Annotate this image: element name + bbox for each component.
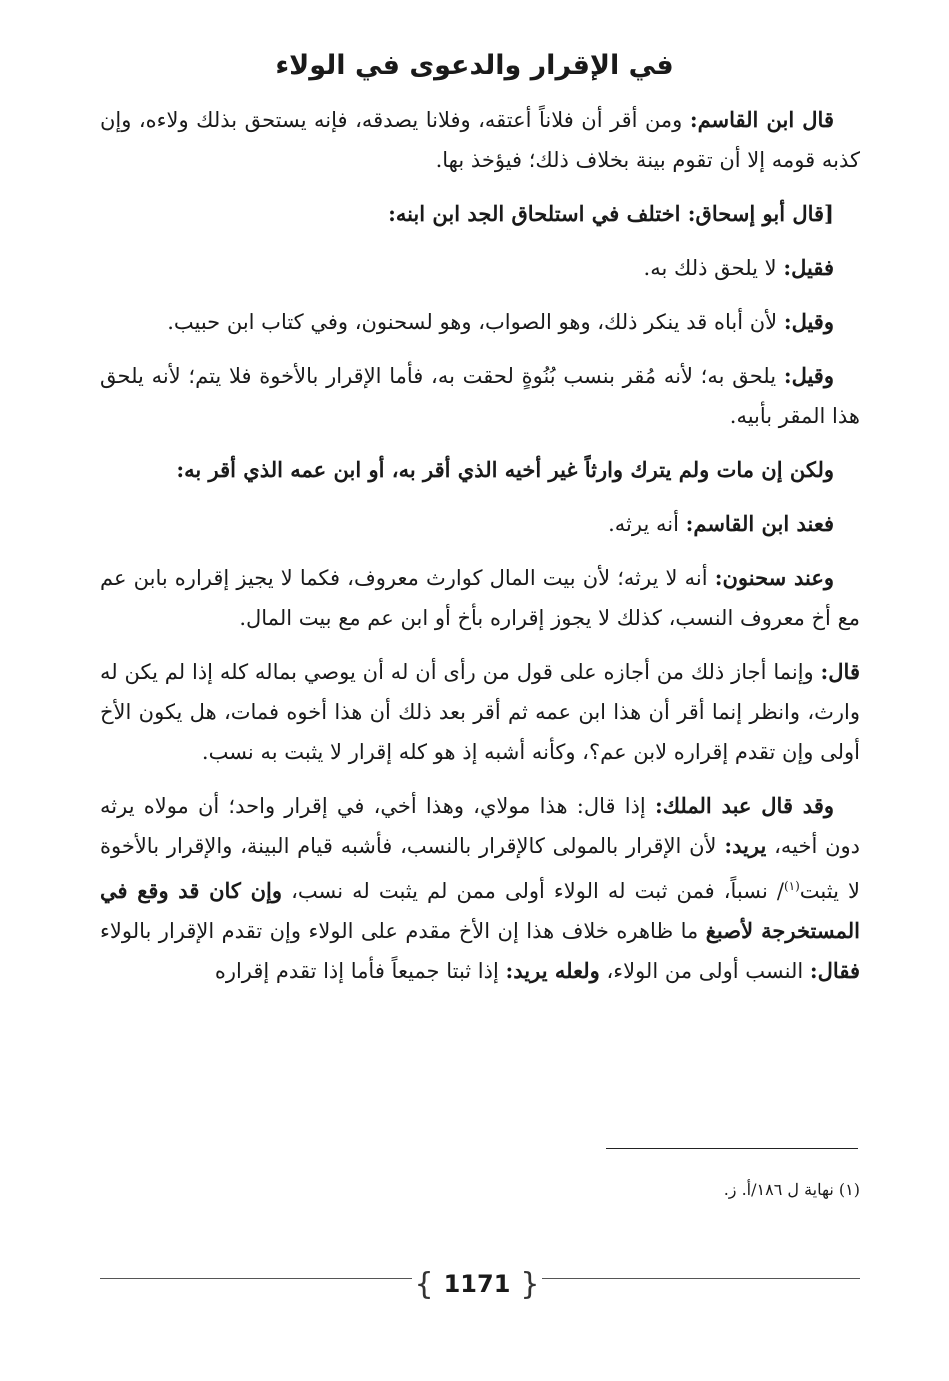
- speaker-label: [قال أبو إسحاق: اختلف في استلحاق الجد ابن ابنه:: [388, 201, 834, 226]
- footer-rule-left: [100, 1278, 412, 1279]
- paragraph-text: أنه لا يرثه؛ لأن بيت المال كوارث معروف، فكما لا يجيز إقراره بابن عم مع أخ معروف النسب، كذلك لا يجوز إقراره بأخ أو ابن عم مع بيت المال.: [100, 566, 860, 630]
- footnote-divider: [606, 1148, 858, 1149]
- paragraph-text: يلحق به؛ لأنه مُقر بنسب بُنُوةٍ لحقت به، فأما الإقرار بالأخوة فلا يتم؛ لأنه يلحق هذا المقر بأبيه.: [100, 364, 860, 428]
- paragraph-text: إذا ثبتا جميعاً فأما إذا تقدم إقراره: [214, 959, 499, 983]
- speaker-label: وإن كان قد وقع في المستخرجة لأصبغ: [100, 878, 860, 943]
- paragraph-text: لا يلحق ذلك به.: [643, 256, 777, 280]
- speaker-label: فقال:: [809, 958, 860, 983]
- paragraph-text: لأن أباه قد ينكر ذلك، وهو الصواب، وهو لسحنون، وفي كتاب ابن حبيب.: [167, 310, 778, 334]
- paragraph-7: [100, 504, 860, 544]
- paragraph-text: ما ظاهره خلاف هذا إن الأخ مقدم على الولاء وإن تقدم الإقرار بالولاء: [100, 919, 699, 943]
- speaker-label: وقيل:: [783, 363, 834, 388]
- page-title: في الإقرار والدعوى في الولاء: [275, 50, 674, 81]
- paragraph-10: [100, 786, 860, 991]
- paragraph-text: أنه يرثه.: [608, 512, 679, 536]
- speaker-label: وعند سحنون:: [714, 565, 834, 590]
- footnote: (١) نهاية ل ١٨٦/أ. ز.: [723, 1180, 860, 1199]
- footnote-reference: (١): [783, 879, 800, 893]
- paragraph-text: إذا قال: هذا مولاي، وهذا أخي، في إقرار واحد؛ أن مولاه يرثه دون أخيه،: [100, 794, 861, 858]
- paragraph-text: ومن أقر أن فلاناً أعتقه، وفلانا يصدقه، فإنه يستحق بذلك ولاءه، وإن كذبه قومه إلا أن تقوم بينة بخلاف ذلك؛ فيؤخذ بها.: [100, 108, 860, 172]
- paragraph-4: [100, 302, 860, 342]
- paragraph-2: [100, 194, 860, 234]
- paragraph-text: النسب أولى من الولاء،: [606, 959, 804, 983]
- speaker-label: قال:: [820, 659, 860, 684]
- paragraph-9: [100, 652, 860, 772]
- speaker-label: وقيل:: [783, 309, 834, 334]
- right-brace-ornament: }: [520, 1266, 540, 1302]
- paragraph-3: [100, 248, 860, 288]
- left-brace-ornament: {: [414, 1266, 434, 1302]
- paragraph-6: [100, 450, 860, 490]
- body-text: [100, 100, 860, 1005]
- paragraph-text: وإنما أجاز ذلك من أجازه على قول من رأى أن له أن يوصي بماله كله إذا لم يكن له وارث، وانظر إنما أقر أن هذا ابن عمه ثم أقر بعد ذلك أن هذا أخوه فمات، هل يكون الأخ أولى وإن تقدم إقراره لابن عم؟، وكأنه أشبه إذ هو كله إقرار لا يثبت به نسب.: [100, 660, 860, 764]
- speaker-label: فعند ابن القاسم:: [685, 511, 834, 536]
- paragraph-text: / نسباً، فمن ثبت له الولاء أولى ممن لم يثبت له نسب،: [291, 879, 784, 903]
- speaker-label: ولعله يريد:: [505, 958, 600, 983]
- speaker-label: ولكن إن مات ولم يترك وارثاً غير أخيه الذي أقر به، أو ابن عمه الذي أقر به:: [176, 457, 834, 482]
- speaker-label: قال ابن القاسم:: [689, 107, 834, 132]
- page-number-box: [412, 1262, 542, 1306]
- paragraph-text: لأن الإقرار بالمولى كالإقرار بالنسب، فأشبه قيام البينة، والإقرار بالأخوة لا يثبت: [100, 834, 860, 903]
- speaker-label: وقد قال عبد الملك:: [654, 793, 835, 818]
- footer-rule-right: [542, 1278, 860, 1279]
- paragraph-8: [100, 558, 860, 638]
- speaker-label: يريد:: [724, 833, 767, 858]
- paragraph-5: [100, 356, 860, 436]
- paragraph-1: [100, 100, 860, 180]
- page-number: 1171: [443, 1270, 511, 1298]
- speaker-label: فقيل:: [783, 255, 834, 280]
